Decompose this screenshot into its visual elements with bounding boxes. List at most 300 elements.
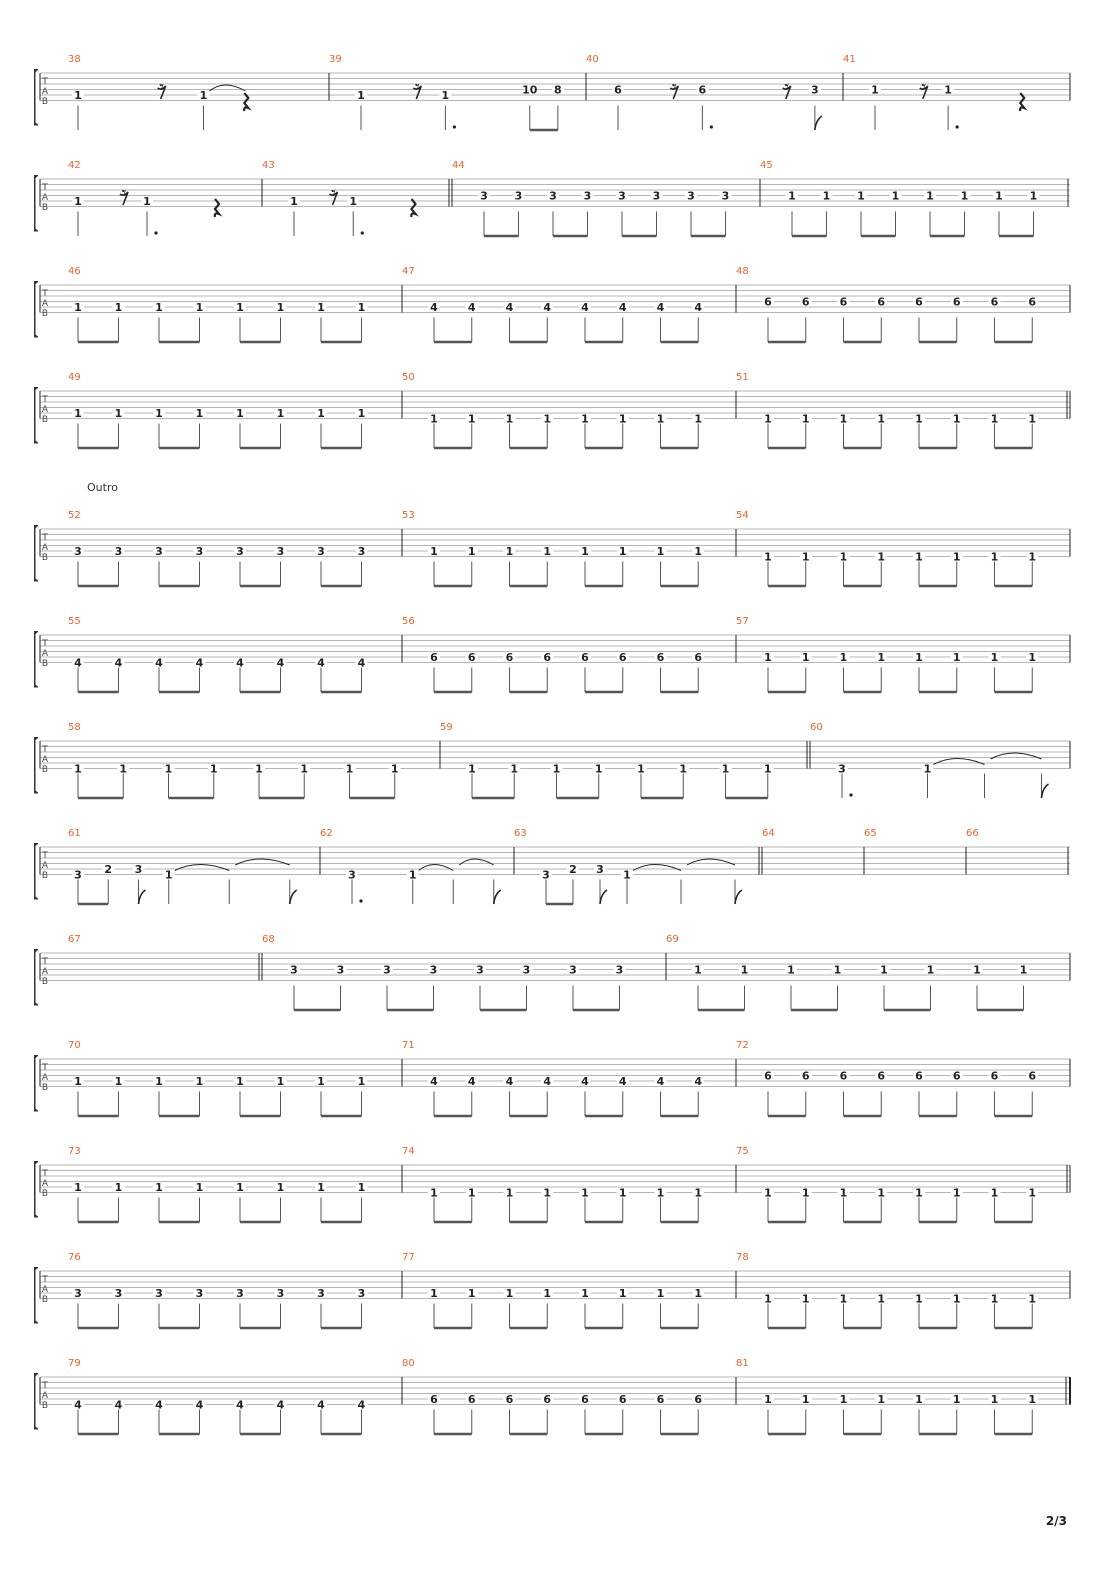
fret-number: 1	[581, 1287, 589, 1300]
fret-number: 1	[877, 550, 886, 564]
tie	[419, 865, 454, 871]
fret-number: 4	[276, 1398, 285, 1412]
fret-number: 3	[290, 963, 298, 977]
fret-number: 1	[637, 762, 645, 776]
fret-number: 3	[652, 189, 661, 203]
fret-number: 1	[430, 1186, 438, 1200]
fret-number: 1	[543, 412, 552, 426]
fret-number: 6	[952, 1069, 961, 1083]
fret-number: 1	[801, 1292, 810, 1306]
eighth-flag	[815, 116, 822, 130]
tab-clef-letter: A	[41, 1073, 49, 1083]
tab-clef-letter: B	[41, 553, 49, 563]
fret-number: 1	[594, 762, 603, 776]
fret-number: 1	[839, 1393, 848, 1406]
fret-number: 1	[236, 1075, 244, 1088]
fret-number: 6	[581, 1393, 589, 1406]
fret-number: 1	[505, 1186, 514, 1200]
fret-number: 1	[764, 412, 772, 426]
fret-number: 3	[348, 868, 356, 882]
fret-number: 1	[114, 1181, 123, 1194]
fret-number: 1	[801, 1186, 810, 1200]
measure-number: 69	[666, 934, 679, 945]
fret-number: 4	[505, 301, 514, 314]
eighth-flag	[600, 890, 607, 904]
fret-number: 1	[317, 1181, 325, 1194]
fret-number: 1	[276, 1181, 285, 1194]
fret-number: 1	[857, 189, 865, 203]
fret-number: 3	[549, 189, 557, 203]
fret-number: 10	[522, 83, 538, 97]
tab-clef-letter: A	[41, 755, 49, 765]
duration-dot	[956, 125, 959, 128]
fret-number: 1	[990, 1393, 999, 1406]
fret-number: 4	[656, 1075, 665, 1088]
eighth-flag	[494, 890, 501, 904]
fret-number: 1	[763, 762, 772, 776]
fret-number: 1	[276, 301, 285, 314]
fret-number: 1	[543, 1186, 552, 1200]
fret-number: 4	[195, 656, 204, 670]
fret-number: 6	[694, 1393, 703, 1406]
fret-number: 3	[74, 868, 82, 882]
fret-number: 3	[596, 863, 604, 876]
measure-number: 48	[736, 266, 749, 277]
fret-number: 1	[915, 1186, 923, 1200]
fret-number: 4	[430, 1075, 438, 1088]
fret-number: 1	[236, 1181, 244, 1194]
fret-number: 1	[357, 301, 366, 314]
tab-clef-letter: A	[41, 967, 49, 977]
fret-number: 1	[317, 1075, 325, 1088]
fret-number: 6	[467, 1393, 476, 1406]
fret-number: 3	[429, 963, 438, 977]
fret-number: 3	[74, 545, 82, 558]
tab-clef-letter: B	[41, 415, 49, 425]
tab-clef-letter: T	[42, 1063, 48, 1073]
fret-number: 1	[839, 550, 848, 564]
fret-number: 1	[317, 301, 325, 314]
measure-number: 62	[320, 828, 333, 839]
fret-number: 1	[74, 301, 82, 314]
fret-number: 1	[880, 963, 888, 977]
tab-clef-letter: B	[41, 871, 49, 881]
fret-number: 6	[839, 295, 848, 309]
fret-number: 1	[300, 762, 309, 776]
fret-number: 1	[877, 651, 886, 664]
fret-number: 1	[915, 412, 923, 426]
fret-number: 1	[430, 545, 438, 558]
fret-number: 1	[236, 301, 244, 314]
fret-number: 1	[552, 762, 561, 776]
fret-number: 2	[104, 863, 113, 876]
measure-number: 44	[452, 160, 465, 171]
tab-clef-letter: A	[41, 405, 49, 415]
fret-number: 1	[276, 407, 285, 420]
eighth-flag	[139, 890, 146, 904]
measure-number: 42	[68, 160, 81, 171]
fret-number: 6	[581, 651, 589, 664]
fret-number: 6	[543, 651, 552, 664]
duration-dot	[710, 125, 713, 128]
tab-clef-letter: B	[41, 1401, 49, 1411]
fret-number: 1	[990, 550, 999, 564]
fret-number: 6	[618, 1393, 627, 1406]
fret-number: 3	[514, 189, 523, 203]
fret-number: 1	[195, 407, 204, 420]
measure-number: 73	[68, 1146, 81, 1157]
fret-number: 1	[656, 1287, 665, 1300]
eighth-rest: 𝄾	[414, 77, 420, 98]
fret-number: 4	[467, 301, 476, 314]
fret-number: 1	[357, 1181, 366, 1194]
measure-number: 56	[402, 616, 415, 627]
eighth-flag	[735, 890, 742, 904]
fret-number: 1	[926, 189, 934, 203]
measure-number: 80	[402, 1358, 415, 1369]
tie	[210, 85, 246, 91]
system-bracket	[34, 1267, 38, 1324]
fret-number: 1	[694, 545, 703, 558]
measure-number: 58	[68, 722, 81, 733]
fret-number: 1	[787, 963, 795, 977]
system-bracket	[34, 175, 38, 232]
duration-dot	[154, 231, 157, 234]
fret-number: 3	[721, 189, 730, 203]
measure-number: 79	[68, 1358, 81, 1369]
tab-clef-letter: B	[41, 659, 49, 669]
tie	[633, 865, 681, 871]
tab-clef-letter: B	[41, 1083, 49, 1093]
tie	[175, 865, 230, 871]
fret-number: 6	[877, 295, 886, 309]
fret-number: 1	[764, 1393, 772, 1406]
fret-number: 1	[119, 762, 128, 776]
fret-number: 1	[290, 195, 298, 208]
fret-number: 3	[195, 545, 204, 558]
fret-number: 4	[74, 656, 82, 670]
tab-clef-letter: B	[41, 765, 49, 775]
fret-number: 1	[357, 1075, 366, 1088]
fret-number: 1	[618, 1287, 627, 1300]
fret-number: 4	[543, 301, 552, 314]
fret-number: 1	[74, 1075, 82, 1088]
fret-number: 1	[255, 762, 263, 776]
fret-number: 6	[877, 1069, 886, 1083]
system-bracket	[34, 737, 38, 794]
fret-number: 1	[357, 89, 365, 102]
fret-number: 6	[839, 1069, 848, 1083]
tab-clef-letter: T	[42, 1169, 48, 1179]
measure-number: 40	[586, 54, 599, 65]
fret-number: 1	[839, 651, 848, 664]
fret-number: 1	[199, 89, 208, 102]
tie	[687, 859, 735, 865]
fret-number: 3	[476, 963, 484, 977]
eighth-rest: 𝄾	[331, 183, 336, 204]
system-bracket	[34, 525, 38, 582]
tab-clef-letter: A	[41, 193, 49, 203]
tab-clef-letter: T	[42, 183, 48, 193]
fret-number: 3	[687, 189, 695, 203]
tab-clef-letter: A	[41, 649, 49, 659]
fret-number: 3	[811, 83, 819, 97]
fret-number: 1	[505, 412, 514, 426]
measure-number: 41	[843, 54, 856, 65]
fret-number: 4	[505, 1075, 514, 1088]
measure-number: 77	[402, 1252, 415, 1263]
fret-number: 1	[1028, 651, 1037, 664]
fret-number: 4	[236, 656, 244, 670]
fret-number: 1	[788, 189, 796, 203]
fret-number: 1	[839, 1186, 848, 1200]
fret-number: 1	[236, 407, 244, 420]
fret-number: 1	[618, 412, 627, 426]
measure-number: 72	[736, 1040, 749, 1051]
fret-number: 1	[839, 1292, 848, 1306]
fret-number: 3	[317, 545, 325, 558]
fret-number: 1	[915, 1292, 923, 1306]
tab-clef-letter: A	[41, 543, 49, 553]
fret-number: 1	[430, 1287, 438, 1300]
fret-number: 3	[317, 1287, 325, 1300]
fret-number: 1	[990, 651, 999, 664]
fret-number: 1	[195, 301, 204, 314]
fret-number: 6	[467, 651, 476, 664]
fret-number: 1	[114, 1075, 123, 1088]
fret-number: 1	[505, 1287, 514, 1300]
fret-number: 1	[467, 1186, 476, 1200]
fret-number: 3	[155, 1287, 163, 1300]
system-bracket	[34, 631, 38, 688]
fret-number: 1	[952, 1393, 961, 1406]
measure-number: 50	[402, 372, 415, 383]
fret-number: 3	[569, 963, 577, 977]
fret-number: 3	[74, 1287, 82, 1300]
fret-number: 6	[990, 295, 999, 309]
fret-number: 3	[357, 1287, 366, 1300]
fret-number: 1	[209, 762, 218, 776]
fret-number: 3	[276, 1287, 285, 1300]
fret-number: 1	[952, 651, 961, 664]
system-bracket	[34, 1055, 38, 1112]
fret-number: 6	[430, 651, 438, 664]
fret-number: 1	[990, 1292, 999, 1306]
tab-clef-letter: A	[41, 1179, 49, 1189]
measure-number: 51	[736, 372, 749, 383]
tab-clef-letter: T	[42, 1381, 48, 1391]
fret-number: 6	[764, 295, 772, 309]
fret-number: 6	[990, 1069, 999, 1083]
fret-number: 1	[877, 1292, 886, 1306]
tab-clef-letter: B	[41, 1189, 49, 1199]
fret-number: 3	[583, 189, 592, 203]
fret-number: 4	[114, 656, 123, 670]
fret-number: 6	[614, 83, 622, 97]
measure-number: 49	[68, 372, 81, 383]
fret-number: 1	[871, 83, 879, 97]
fret-number: 6	[915, 295, 923, 309]
fret-number: 1	[543, 545, 552, 558]
fret-number: 3	[236, 1287, 244, 1300]
fret-number: 1	[801, 651, 810, 664]
fret-number: 1	[618, 545, 627, 558]
tab-clef-letter: T	[42, 639, 48, 649]
tie	[991, 753, 1042, 759]
fret-number: 1	[923, 762, 932, 776]
fret-number: 1	[833, 963, 842, 977]
fret-number: 1	[349, 195, 358, 208]
fret-number: 4	[155, 1398, 163, 1412]
fret-number: 3	[134, 863, 143, 876]
eighth-rest: 𝄾	[121, 183, 127, 204]
fret-number: 1	[721, 762, 730, 776]
measure-number: 60	[810, 722, 823, 733]
fret-number: 6	[698, 83, 707, 97]
fret-number: 1	[195, 1181, 204, 1194]
fret-number: 1	[581, 1186, 589, 1200]
tab-clef-letter: T	[42, 533, 48, 543]
eighth-rest: 𝄾	[671, 77, 677, 98]
duration-dot	[849, 793, 852, 796]
fret-number: 1	[656, 1186, 665, 1200]
fret-number: 1	[915, 651, 923, 664]
tab-clef-letter: T	[42, 745, 48, 755]
fret-number: 2	[569, 863, 577, 876]
fret-number: 1	[467, 545, 476, 558]
fret-number: 6	[430, 1393, 438, 1406]
fret-number: 8	[554, 83, 562, 97]
tab-clef-letter: T	[42, 395, 48, 405]
fret-number: 4	[317, 656, 325, 670]
fret-number: 1	[543, 1287, 552, 1300]
fret-number: 1	[679, 762, 688, 776]
tab-clef-letter: T	[42, 851, 48, 861]
tab-clef-letter: B	[41, 203, 49, 213]
fret-number: 4	[317, 1398, 325, 1412]
tab-clef-letter: T	[42, 957, 48, 967]
fret-number: 4	[195, 1398, 204, 1412]
fret-number: 1	[944, 83, 952, 97]
measure-number: 71	[402, 1040, 415, 1051]
fret-number: 6	[1028, 295, 1037, 309]
fret-number: 1	[694, 1287, 703, 1300]
measure-number: 67	[68, 934, 81, 945]
fret-number: 4	[467, 1075, 476, 1088]
duration-dot	[359, 899, 362, 902]
duration-dot	[361, 231, 364, 234]
measure-number: 61	[68, 828, 81, 839]
tab-clef-letter: B	[41, 97, 49, 107]
system-bracket	[34, 1373, 38, 1430]
fret-number: 1	[891, 189, 900, 203]
tab-clef-letter: A	[41, 861, 49, 871]
eighth-flag	[1042, 784, 1049, 798]
tab-clef-letter: B	[41, 977, 49, 987]
fret-number: 1	[952, 412, 961, 426]
fret-number: 1	[581, 545, 589, 558]
page-number: 2/3	[1045, 1514, 1067, 1528]
fret-number: 1	[990, 1186, 999, 1200]
tab-clef-letter: A	[41, 299, 49, 309]
fret-number: 6	[656, 1393, 665, 1406]
measure-number: 59	[440, 722, 453, 733]
fret-number: 3	[615, 963, 624, 977]
fret-number: 3	[357, 545, 366, 558]
measure-number: 54	[736, 510, 749, 521]
measure-number: 43	[262, 160, 275, 171]
system-bracket	[34, 843, 38, 900]
measure-number: 39	[329, 54, 342, 65]
fret-number: 1	[390, 762, 399, 776]
measure-number: 63	[514, 828, 527, 839]
fret-number: 3	[522, 963, 531, 977]
fret-number: 1	[74, 195, 82, 208]
fret-number: 3	[618, 189, 626, 203]
tie	[934, 759, 985, 765]
measure-number: 65	[864, 828, 877, 839]
fret-number: 1	[581, 412, 589, 426]
fret-number: 1	[74, 1181, 82, 1194]
fret-number: 4	[618, 301, 627, 314]
fret-number: 1	[74, 89, 82, 102]
fret-number: 4	[357, 1398, 366, 1412]
fret-number: 1	[345, 762, 354, 776]
fret-number: 6	[1028, 1069, 1037, 1083]
fret-number: 1	[164, 868, 173, 882]
fret-number: 4	[74, 1398, 82, 1412]
fret-number: 1	[822, 189, 831, 203]
fret-number: 1	[839, 412, 848, 426]
fret-number: 6	[505, 1393, 514, 1406]
measure-number: 52	[68, 510, 81, 521]
fret-number: 1	[926, 963, 935, 977]
quarter-rest	[244, 93, 248, 111]
tab-clef-letter: A	[41, 1391, 49, 1401]
measure-number: 75	[736, 1146, 749, 1157]
fret-number: 1	[960, 189, 969, 203]
fret-number: 4	[581, 1075, 589, 1088]
fret-number: 1	[1028, 550, 1037, 564]
fret-number: 3	[542, 868, 550, 882]
fret-number: 1	[505, 545, 514, 558]
fret-number: 4	[155, 656, 163, 670]
measure-number: 81	[736, 1358, 749, 1369]
eighth-flag	[290, 890, 297, 904]
measure-number: 46	[68, 266, 81, 277]
measure-number: 78	[736, 1252, 749, 1263]
measure-number: 68	[262, 934, 275, 945]
quarter-rest	[411, 199, 415, 217]
fret-number: 1	[155, 1075, 163, 1088]
tab-clef-letter: B	[41, 1295, 49, 1305]
fret-number: 1	[430, 412, 438, 426]
fret-number: 1	[877, 1186, 886, 1200]
fret-number: 1	[1028, 1292, 1037, 1306]
fret-number: 1	[694, 1186, 703, 1200]
fret-number: 6	[694, 651, 703, 664]
fret-number: 1	[740, 963, 749, 977]
fret-number: 3	[336, 963, 345, 977]
fret-number: 1	[952, 550, 961, 564]
measure-number: 55	[68, 616, 81, 627]
fret-number: 1	[1019, 963, 1028, 977]
tie	[459, 859, 494, 865]
fret-number: 4	[114, 1398, 123, 1412]
fret-number: 1	[973, 963, 981, 977]
fret-number: 1	[801, 1393, 810, 1406]
fret-number: 1	[155, 1181, 163, 1194]
